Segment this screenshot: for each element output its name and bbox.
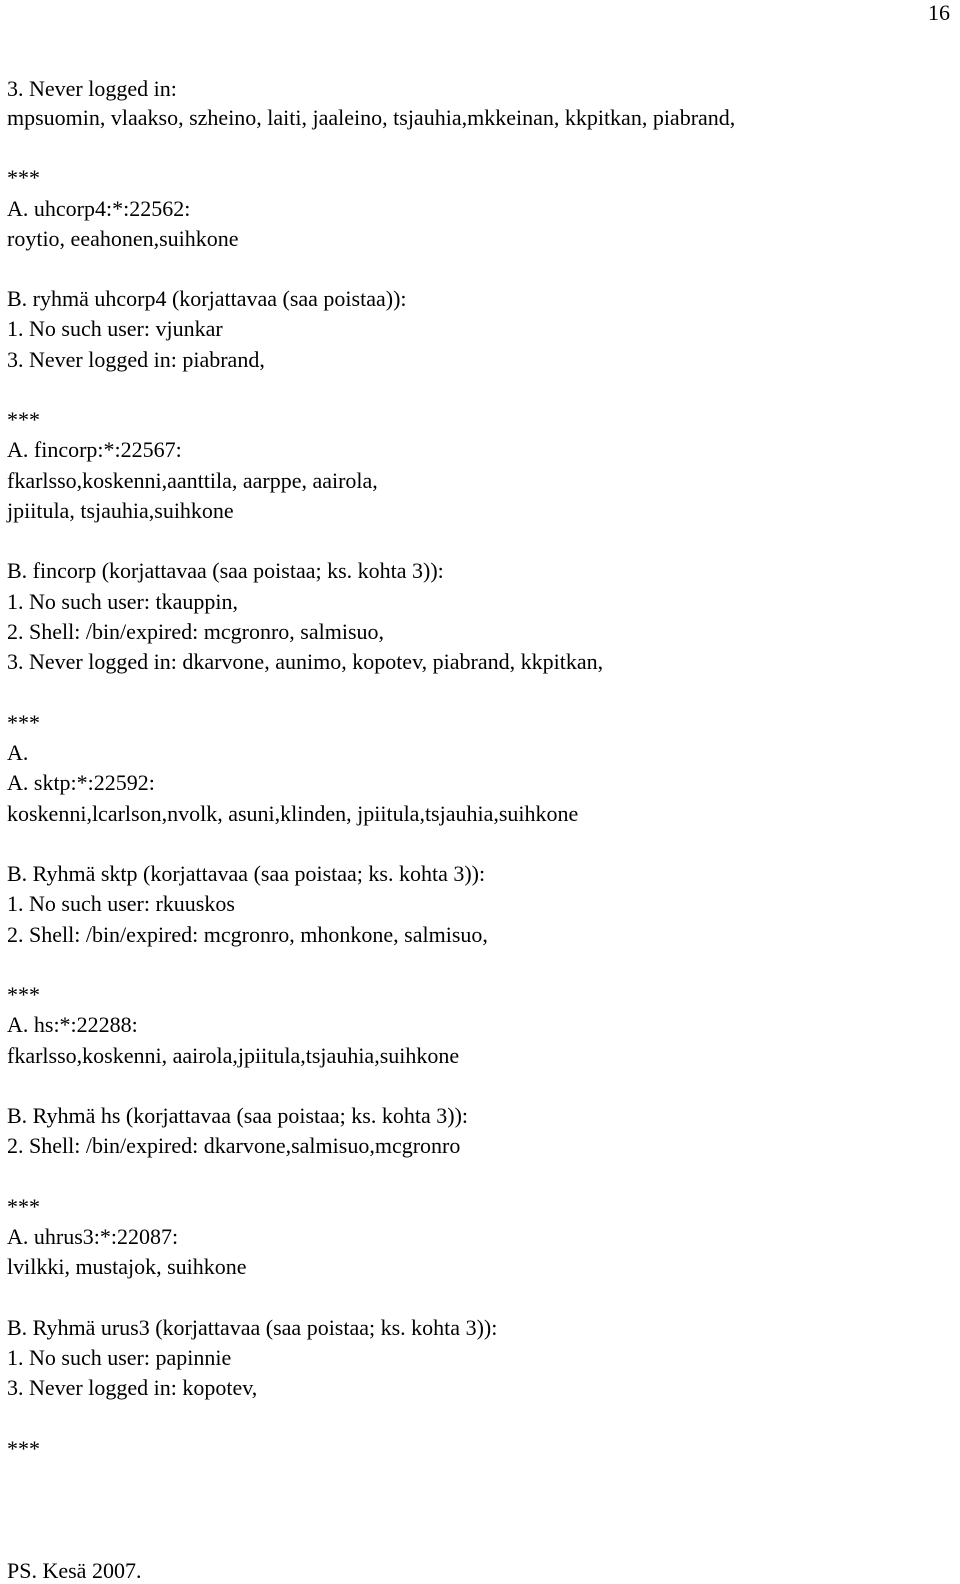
line-user-list: fkarlsso,koskenni, aairola,jpiitula,tsjauhia,suihkone: [7, 1043, 460, 1068]
line-never-logged-in: 3. Never logged in: piabrand,: [7, 347, 265, 372]
line-user-list: koskenni,lcarlson,nvolk, asuni,klinden, jpiitula,tsjauhia,suihkone: [7, 801, 579, 826]
separator: ***: [7, 710, 40, 735]
line-user-list: roytio, eeahonen,suihkone: [7, 226, 239, 251]
separator: ***: [7, 1436, 40, 1461]
line-group-heading: B. ryhmä uhcorp4 (korjattavaa (saa poistaa)):: [7, 286, 407, 311]
line-no-such-user: 1. No such user: vjunkar: [7, 316, 223, 341]
line-group-entry: A. fincorp:*:22567:: [7, 437, 182, 462]
page-number: 16: [928, 0, 950, 25]
line-group-entry: A. uhrus3:*:22087:: [7, 1224, 179, 1249]
footer-note: PS. Kesä 2007.: [7, 1558, 142, 1583]
line-shell-expired: 2. Shell: /bin/expired: mcgronro, salmisuo,: [7, 619, 385, 644]
line-group-entry: A. hs:*:22288:: [7, 1012, 138, 1037]
separator: ***: [7, 165, 40, 190]
separator: ***: [7, 1194, 40, 1219]
line-no-such-user: 1. No such user: rkuuskos: [7, 891, 235, 916]
line-shell-expired: 2. Shell: /bin/expired: mcgronro, mhonkone, salmisuo,: [7, 922, 488, 947]
line-shell-expired: 2. Shell: /bin/expired: dkarvone,salmisuo,mcgronro: [7, 1133, 461, 1158]
line-group-heading: B. Ryhmä urus3 (korjattavaa (saa poistaa; ks. kohta 3)):: [7, 1315, 498, 1340]
line-user-list: lvilkki, mustajok, suihkone: [7, 1254, 247, 1279]
line-never-logged-in: 3. Never logged in: dkarvone, aunimo, kopotev, piabrand, kkpitkan,: [7, 649, 604, 674]
line-user-list: fkarlsso,koskenni,aanttila, aarppe, aairola,: [7, 468, 378, 493]
line-group-entry-stub: A.: [7, 740, 29, 765]
line-no-such-user: 1. No such user: tkauppin,: [7, 589, 238, 614]
line-never-logged-in-heading: 3. Never logged in:: [7, 76, 177, 101]
line-user-list: jpiitula, tsjauhia,suihkone: [7, 498, 234, 523]
line-group-heading: B. Ryhmä hs (korjattavaa (saa poistaa; ks. kohta 3)):: [7, 1103, 469, 1128]
separator: ***: [7, 982, 40, 1007]
separator: ***: [7, 407, 40, 432]
line-group-heading: B. Ryhmä sktp (korjattavaa (saa poistaa; ks. kohta 3)):: [7, 861, 486, 886]
line-user-list: mpsuomin, vlaakso, szheino, laiti, jaaleino, tsjauhia,mkkeinan, kkpitkan, piabrand,: [7, 105, 736, 130]
line-never-logged-in: 3. Never logged in: kopotev,: [7, 1375, 258, 1400]
line-group-entry: A. sktp:*:22592:: [7, 770, 155, 795]
line-no-such-user: 1. No such user: papinnie: [7, 1345, 232, 1370]
line-group-entry: A. uhcorp4:*:22562:: [7, 196, 191, 221]
line-group-heading: B. fincorp (korjattavaa (saa poistaa; ks. kohta 3)):: [7, 558, 444, 583]
